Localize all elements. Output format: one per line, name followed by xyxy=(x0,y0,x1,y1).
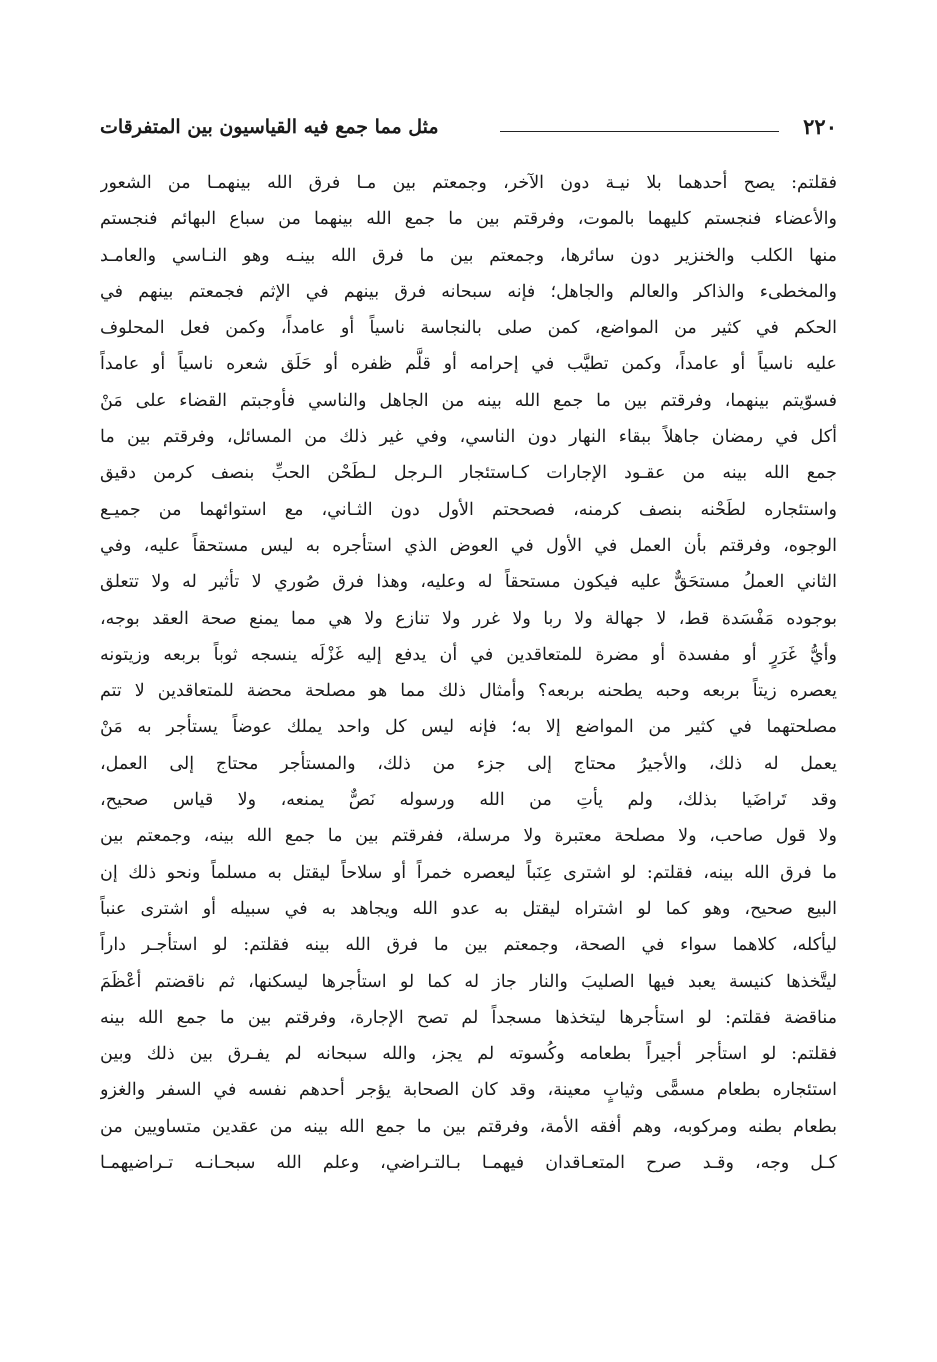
text-line: والمخطىء والذاكر والعالم والجاهل؛ فإنه سبحانه فرق بينهم في الإثم فجمعتم بينهم في xyxy=(100,281,837,302)
text-line: يعصره زيتاً بربعه وحبه يطحنه بربعه؟ وأمثال ذلك مما هو مصلحة محضة للمتعاقدين لا تتم xyxy=(100,681,837,702)
header-rule xyxy=(500,131,779,132)
text-line: واستئجاره لطَحْنه بنصف كرمنه، فصححتم الأول دون الثـاني، مع استوائهما من جميـع xyxy=(100,499,837,520)
text-line: الحكم في كثير من المواضع، كمن صلى بالنجاسة ناسياً أو عامداً، وكمن فعل المحلوف xyxy=(100,318,837,339)
text-line: والأعضاء فنجستم كليهما بالموت، وفرقتم بين ما جمع الله بينهما من سباع البهائم فنجستم xyxy=(100,209,837,230)
text-line: أكل في رمضان جاهلاً ببقاء النهار دون الناسي، وفي غير ذلك من المسائل، وفرقتم بين ما xyxy=(100,427,837,448)
text-line: فقلتم: يصح أحدهما بلا نيـة دون الآخر، وجمعتم بين مـا فرق الله بينهمـا من الشعور xyxy=(100,173,837,193)
text-line: جمع الله بينه من عقـود الإجارات كـاستئجار الـرجل لـطَحْن الحبِّ بنصف كرمن دقيق xyxy=(100,463,837,484)
page-number: ٢٢٠ xyxy=(803,114,837,139)
page-header xyxy=(100,112,837,146)
text-line: ليأكله، كلاهما سواء في الصحة، وجمعتم بين ما فرق الله بينه فقلتم: لو استأجـر داراً xyxy=(100,935,837,956)
text-line: مصلحتهما في كثير من المواضع إلا به؛ فإنه ليس كل واحد يملك عوضاً يستأجر به مَنْ xyxy=(100,717,837,738)
text-line: وأيُّ غَرَرٍ أو مفسدة أو مضرة للمتعاقدين في أن يدفع إليه غَزْلَه ينسجه ثوباً بربعه وزيتونه xyxy=(100,644,837,665)
text-line: بطعام بطنه ومركوبه، وهم أفقه الأمة، وفرقتم بين ما جمع الله بينه من عقدين متساويين من xyxy=(100,1116,837,1137)
text-line: وقد تَراضَيا بذلك، ولم يأتِ من الله ورسوله نَصٌّ يمنعه، ولا قياس صحيح، xyxy=(100,790,837,811)
body-text xyxy=(100,165,837,1181)
text-line: مناقضة فقلتم: لو استأجرها ليتخذها مسجداً لم تصح الإجارة، وفرقتم بين ما جمع الله بينه xyxy=(100,1007,837,1028)
text-line: استئجاره بطعام مسمًّى وثيابٍ معينة، وقد كان الصحابة يؤجر أحدهم نفسه في السفر والغزو xyxy=(100,1080,837,1101)
text-line: ولا قول صاحب، ولا مصلحة معتبرة ولا مرسلة، ففرقتم بين ما جمع الله بينه، وجمعتم بين xyxy=(100,826,837,847)
text-line: الثاني العملُ مستحَقٌّ عليه فيكون مستحقاً له وعليه، وهذا فرق صُوري لا تأثير له ولا تتعلق xyxy=(100,572,837,593)
text-line: منها الكلب والخنزير دون سائرها، وجمعتم بين ما فرق الله بينـه وهو النـاسي والعامـد xyxy=(100,245,837,266)
text-line: ليتَّخذها كنيسة يعبد فيها الصليبَ والنار جاز له كما لو استأجرها ليسكنها، ثم ناقضتم أعْظَمَ xyxy=(100,971,837,992)
text-line: بوجوده مَفْسَدة قط، لا جهالة ولا ربا ولا غرر ولا تنازع ولا هي مما يمنع صحة العقد بوجه، xyxy=(100,608,837,629)
text-line: ما فرق الله بينه، فقلتم: لو اشترى عِنَباً ليعصره خمراً أو سلاحاً ليقتل به مسلماً ونحو ذلك إن xyxy=(100,862,837,883)
text-line: البيع صحيح، وهو كما لو اشتراه ليقتل به عدو الله ويجاهد به في سبيله أو اشترى عنباً xyxy=(100,898,837,919)
text-line: الوجوه، وفرقتم بأن العمل في الأول في العوض الذي استأجره به ليس مستحقاً عليه، وفي xyxy=(100,535,837,556)
text-line: عليه ناسياً أو عامداً، وكمن تطيَّب في إحرامه أو قلَّم ظفره أو حَلَق شعره ناسياً أو عامداً xyxy=(100,354,837,375)
text-line: كـل وجه، وقـد صرح المتعـاقدان فيهمـا بـالتـراضي، وعلم الله سبحـانـه تـراضيهمـا xyxy=(100,1153,837,1174)
text-line: فسوّيتم بينهما، وفرقتم بين ما جمع الله بينه من الجاهل والناسي فأوجبتم القضاء على مَنْ xyxy=(100,390,837,411)
text-line: فقلتم: لو استأجر أجيراً بطعامه وكُسوته لم يجز، والله سبحانه لم يفـرق بين ذلك وبين xyxy=(100,1044,837,1065)
running-title: مثل مما جمع فيه القياسيون بين المتفرقات xyxy=(100,116,439,138)
text-line: يعمل له ذلك، والأجيرُ محتاج إلى جزء من ذلك، والمستأجر محتاج إلى العمل، xyxy=(100,753,837,774)
